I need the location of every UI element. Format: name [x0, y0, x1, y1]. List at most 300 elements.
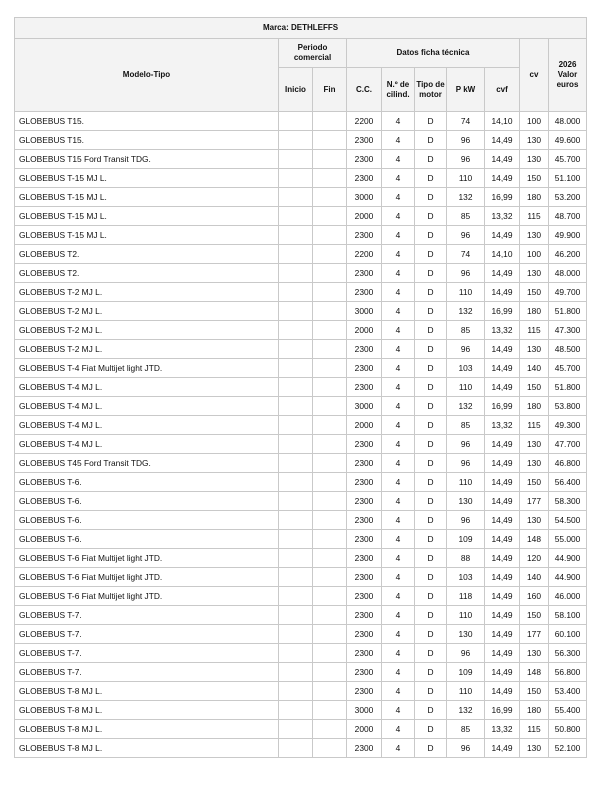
cell-model: GLOBEBUS T-7. [15, 644, 279, 663]
cell-cc: 3000 [347, 701, 382, 720]
cell-pkw: 85 [447, 416, 485, 435]
cell-end [313, 302, 347, 321]
cell-end [313, 416, 347, 435]
cell-value: 47.700 [549, 435, 587, 454]
cell-cc: 2300 [347, 511, 382, 530]
col-value: 2026 Valor euros [549, 39, 587, 112]
cell-pkw: 85 [447, 720, 485, 739]
table-row [15, 492, 587, 511]
cell-start [279, 207, 313, 226]
cell-model: GLOBEBUS T-4 Fiat Multijet light JTD. [15, 359, 279, 378]
cell-cc: 2000 [347, 416, 382, 435]
cell-engine-type: D [415, 264, 447, 283]
cell-cv: 115 [520, 416, 549, 435]
cell-cvf: 14,49 [485, 568, 520, 587]
table-row [15, 473, 587, 492]
cell-start [279, 245, 313, 264]
cell-cc: 2300 [347, 226, 382, 245]
cell-cvf: 14,49 [485, 264, 520, 283]
table-row [15, 511, 587, 530]
cell-cv: 130 [520, 739, 549, 758]
cell-end [313, 701, 347, 720]
cell-value: 55.400 [549, 701, 587, 720]
cell-value: 45.700 [549, 359, 587, 378]
cell-model: GLOBEBUS T-4 MJ L. [15, 397, 279, 416]
cell-cc: 2300 [347, 606, 382, 625]
cell-cv: 148 [520, 530, 549, 549]
table-row [15, 530, 587, 549]
cell-cylinders: 4 [382, 682, 415, 701]
cell-start [279, 283, 313, 302]
cell-value: 53.800 [549, 397, 587, 416]
cell-cylinders: 4 [382, 321, 415, 340]
cell-pkw: 74 [447, 245, 485, 264]
cell-cylinders: 4 [382, 416, 415, 435]
cell-start [279, 378, 313, 397]
cell-cylinders: 4 [382, 511, 415, 530]
cell-pkw: 132 [447, 188, 485, 207]
cell-start [279, 131, 313, 150]
cell-model: GLOBEBUS T-4 MJ L. [15, 435, 279, 454]
cell-value: 51.100 [549, 169, 587, 188]
cell-value: 58.300 [549, 492, 587, 511]
col-cylinders: N.º de cilind. [382, 68, 415, 112]
cell-start [279, 720, 313, 739]
cell-cvf: 14,10 [485, 112, 520, 131]
cell-engine-type: D [415, 606, 447, 625]
cell-value: 48.000 [549, 264, 587, 283]
cell-engine-type: D [415, 150, 447, 169]
cell-cvf: 16,99 [485, 397, 520, 416]
cell-engine-type: D [415, 435, 447, 454]
cell-cvf: 14,49 [485, 644, 520, 663]
cell-cc: 2300 [347, 473, 382, 492]
cell-pkw: 110 [447, 169, 485, 188]
cell-engine-type: D [415, 226, 447, 245]
cell-cylinders: 4 [382, 568, 415, 587]
cell-cc: 2300 [347, 568, 382, 587]
cell-cvf: 14,49 [485, 169, 520, 188]
cell-value: 53.400 [549, 682, 587, 701]
cell-pkw: 109 [447, 663, 485, 682]
cell-cc: 2300 [347, 549, 382, 568]
cell-cvf: 14,49 [485, 359, 520, 378]
cell-cc: 2300 [347, 340, 382, 359]
cell-cvf: 14,49 [485, 283, 520, 302]
cell-cc: 2000 [347, 321, 382, 340]
cell-cylinders: 4 [382, 492, 415, 511]
cell-pkw: 118 [447, 587, 485, 606]
col-period: Periodo comercial [279, 39, 347, 68]
cell-cc: 2300 [347, 454, 382, 473]
cell-pkw: 132 [447, 701, 485, 720]
table-row [15, 112, 587, 131]
cell-start [279, 169, 313, 188]
cell-end [313, 226, 347, 245]
table-row [15, 454, 587, 473]
cell-cv: 150 [520, 682, 549, 701]
cell-cylinders: 4 [382, 720, 415, 739]
cell-cc: 2000 [347, 207, 382, 226]
cell-model: GLOBEBUS T-15 MJ L. [15, 188, 279, 207]
cell-cc: 3000 [347, 188, 382, 207]
cell-cv: 150 [520, 378, 549, 397]
cell-value: 52.100 [549, 739, 587, 758]
cell-value: 47.300 [549, 321, 587, 340]
cell-engine-type: D [415, 112, 447, 131]
cell-engine-type: D [415, 511, 447, 530]
cell-cc: 2300 [347, 739, 382, 758]
cell-start [279, 264, 313, 283]
cell-cc: 2300 [347, 492, 382, 511]
table-row [15, 606, 587, 625]
cell-cvf: 14,49 [485, 131, 520, 150]
cell-start [279, 454, 313, 473]
col-engine-type: Tipo de motor [415, 68, 447, 112]
cell-pkw: 85 [447, 207, 485, 226]
table-row [15, 188, 587, 207]
cell-start [279, 739, 313, 758]
cell-cylinders: 4 [382, 340, 415, 359]
cell-cv: 177 [520, 492, 549, 511]
cell-engine-type: D [415, 454, 447, 473]
table-row [15, 207, 587, 226]
cell-model: GLOBEBUS T-4 MJ L. [15, 378, 279, 397]
cell-engine-type: D [415, 587, 447, 606]
table-row [15, 397, 587, 416]
cell-engine-type: D [415, 625, 447, 644]
cell-pkw: 103 [447, 359, 485, 378]
cell-model: GLOBEBUS T-6. [15, 492, 279, 511]
cell-model: GLOBEBUS T-15 MJ L. [15, 169, 279, 188]
cell-engine-type: D [415, 720, 447, 739]
cell-pkw: 96 [447, 226, 485, 245]
cell-cylinders: 4 [382, 245, 415, 264]
cell-pkw: 110 [447, 473, 485, 492]
cell-value: 49.700 [549, 283, 587, 302]
cell-cc: 2300 [347, 663, 382, 682]
cell-engine-type: D [415, 283, 447, 302]
cell-cvf: 14,49 [485, 739, 520, 758]
table-row [15, 682, 587, 701]
cell-end [313, 739, 347, 758]
cell-pkw: 96 [447, 150, 485, 169]
cell-end [313, 492, 347, 511]
cell-cvf: 13,32 [485, 416, 520, 435]
cell-cylinders: 4 [382, 188, 415, 207]
cell-cv: 100 [520, 245, 549, 264]
cell-start [279, 492, 313, 511]
cell-cvf: 14,49 [485, 435, 520, 454]
cell-cvf: 14,49 [485, 682, 520, 701]
cell-cc: 2300 [347, 150, 382, 169]
cell-engine-type: D [415, 568, 447, 587]
col-cc: C.C. [347, 68, 382, 112]
cell-engine-type: D [415, 473, 447, 492]
cell-cvf: 14,49 [485, 625, 520, 644]
cell-cc: 2300 [347, 530, 382, 549]
cell-cv: 148 [520, 663, 549, 682]
cell-engine-type: D [415, 245, 447, 264]
table-row [15, 264, 587, 283]
cell-cvf: 16,99 [485, 302, 520, 321]
table-row [15, 549, 587, 568]
cell-cvf: 14,49 [485, 473, 520, 492]
cell-engine-type: D [415, 340, 447, 359]
cell-cvf: 14,49 [485, 340, 520, 359]
cell-engine-type: D [415, 188, 447, 207]
cell-engine-type: D [415, 549, 447, 568]
cell-pkw: 130 [447, 492, 485, 511]
cell-model: GLOBEBUS T-6. [15, 530, 279, 549]
cell-value: 48.000 [549, 112, 587, 131]
cell-cv: 150 [520, 473, 549, 492]
cell-cv: 100 [520, 112, 549, 131]
cell-cc: 2300 [347, 131, 382, 150]
cell-cv: 130 [520, 150, 549, 169]
cell-value: 56.400 [549, 473, 587, 492]
cell-cvf: 14,49 [485, 378, 520, 397]
cell-end [313, 587, 347, 606]
cell-start [279, 663, 313, 682]
cell-cvf: 13,32 [485, 321, 520, 340]
cell-engine-type: D [415, 378, 447, 397]
cell-end [313, 112, 347, 131]
cell-cylinders: 4 [382, 397, 415, 416]
cell-end [313, 549, 347, 568]
cell-cylinders: 4 [382, 606, 415, 625]
cell-cc: 2300 [347, 378, 382, 397]
cell-engine-type: D [415, 302, 447, 321]
cell-value: 56.800 [549, 663, 587, 682]
cell-cv: 130 [520, 454, 549, 473]
cell-value: 50.800 [549, 720, 587, 739]
cell-model: GLOBEBUS T15. [15, 112, 279, 131]
cell-start [279, 416, 313, 435]
cell-cc: 2300 [347, 682, 382, 701]
col-end: Fin [313, 68, 347, 112]
cell-model: GLOBEBUS T-4 MJ L. [15, 416, 279, 435]
table-row [15, 644, 587, 663]
cell-model: GLOBEBUS T-2 MJ L. [15, 321, 279, 340]
cell-start [279, 112, 313, 131]
cell-cv: 180 [520, 302, 549, 321]
cell-end [313, 397, 347, 416]
cell-start [279, 606, 313, 625]
cell-cylinders: 4 [382, 435, 415, 454]
cell-cv: 140 [520, 359, 549, 378]
cell-pkw: 85 [447, 321, 485, 340]
valuation-table [14, 17, 587, 758]
cell-cylinders: 4 [382, 739, 415, 758]
cell-model: GLOBEBUS T-6. [15, 473, 279, 492]
cell-start [279, 587, 313, 606]
cell-cvf: 14,49 [485, 454, 520, 473]
cell-start [279, 302, 313, 321]
cell-value: 54.500 [549, 511, 587, 530]
cell-end [313, 511, 347, 530]
cell-end [313, 283, 347, 302]
cell-model: GLOBEBUS T-8 MJ L. [15, 682, 279, 701]
cell-pkw: 96 [447, 454, 485, 473]
cell-cvf: 16,99 [485, 188, 520, 207]
cell-engine-type: D [415, 663, 447, 682]
cell-cvf: 14,49 [485, 511, 520, 530]
cell-cv: 130 [520, 644, 549, 663]
cell-cylinders: 4 [382, 264, 415, 283]
cell-start [279, 226, 313, 245]
cell-cv: 130 [520, 435, 549, 454]
cell-start [279, 682, 313, 701]
cell-cylinders: 4 [382, 587, 415, 606]
cell-model: GLOBEBUS T-6. [15, 511, 279, 530]
table-row [15, 169, 587, 188]
cell-model: GLOBEBUS T-2 MJ L. [15, 302, 279, 321]
table-row [15, 720, 587, 739]
table-row [15, 245, 587, 264]
cell-cylinders: 4 [382, 169, 415, 188]
cell-cc: 2300 [347, 169, 382, 188]
col-cv: cv [520, 39, 549, 112]
table-row [15, 568, 587, 587]
cell-value: 46.000 [549, 587, 587, 606]
cell-model: GLOBEBUS T-15 MJ L. [15, 207, 279, 226]
cell-pkw: 96 [447, 264, 485, 283]
cell-pkw: 96 [447, 511, 485, 530]
cell-cylinders: 4 [382, 150, 415, 169]
col-tech-data: Datos ficha técnica [347, 39, 520, 68]
cell-end [313, 720, 347, 739]
cell-model: GLOBEBUS T-7. [15, 606, 279, 625]
cell-cc: 2300 [347, 625, 382, 644]
table-row [15, 435, 587, 454]
table-row [15, 739, 587, 758]
cell-value: 48.500 [549, 340, 587, 359]
cell-end [313, 169, 347, 188]
cell-value: 46.200 [549, 245, 587, 264]
table-row [15, 283, 587, 302]
cell-cylinders: 4 [382, 530, 415, 549]
cell-cylinders: 4 [382, 283, 415, 302]
cell-pkw: 74 [447, 112, 485, 131]
cell-cv: 130 [520, 264, 549, 283]
cell-pkw: 109 [447, 530, 485, 549]
cell-cc: 2300 [347, 283, 382, 302]
cell-end [313, 321, 347, 340]
cell-start [279, 568, 313, 587]
cell-cylinders: 4 [382, 549, 415, 568]
cell-cvf: 14,49 [485, 587, 520, 606]
cell-cvf: 16,99 [485, 701, 520, 720]
cell-engine-type: D [415, 416, 447, 435]
cell-end [313, 473, 347, 492]
cell-end [313, 264, 347, 283]
cell-engine-type: D [415, 359, 447, 378]
cell-pkw: 96 [447, 340, 485, 359]
cell-start [279, 530, 313, 549]
brand-title: Marca: DETHLEFFS [15, 18, 587, 39]
cell-end [313, 435, 347, 454]
cell-start [279, 549, 313, 568]
cell-end [313, 340, 347, 359]
cell-cv: 180 [520, 397, 549, 416]
cell-pkw: 103 [447, 568, 485, 587]
cell-cylinders: 4 [382, 625, 415, 644]
cell-cv: 120 [520, 549, 549, 568]
table-row [15, 701, 587, 720]
cell-model: GLOBEBUS T-8 MJ L. [15, 739, 279, 758]
cell-start [279, 435, 313, 454]
cell-cv: 160 [520, 587, 549, 606]
cell-start [279, 511, 313, 530]
cell-start [279, 644, 313, 663]
cell-cv: 150 [520, 169, 549, 188]
cell-cvf: 14,49 [485, 549, 520, 568]
cell-cvf: 14,10 [485, 245, 520, 264]
cell-end [313, 682, 347, 701]
cell-cc: 3000 [347, 302, 382, 321]
cell-engine-type: D [415, 682, 447, 701]
cell-cvf: 14,49 [485, 606, 520, 625]
table-row [15, 150, 587, 169]
cell-model: GLOBEBUS T45 Ford Transit TDG. [15, 454, 279, 473]
cell-model: GLOBEBUS T-6 Fiat Multijet light JTD. [15, 549, 279, 568]
cell-cv: 150 [520, 606, 549, 625]
col-pkw: P kW [447, 68, 485, 112]
cell-end [313, 188, 347, 207]
cell-cc: 2300 [347, 587, 382, 606]
cell-end [313, 568, 347, 587]
cell-end [313, 131, 347, 150]
cell-model: GLOBEBUS T-8 MJ L. [15, 720, 279, 739]
cell-cc: 2300 [347, 359, 382, 378]
cell-pkw: 110 [447, 682, 485, 701]
cell-cylinders: 4 [382, 473, 415, 492]
cell-cylinders: 4 [382, 226, 415, 245]
cell-cv: 115 [520, 720, 549, 739]
cell-model: GLOBEBUS T2. [15, 245, 279, 264]
cell-value: 49.900 [549, 226, 587, 245]
cell-start [279, 397, 313, 416]
cell-start [279, 473, 313, 492]
cell-cvf: 14,49 [485, 226, 520, 245]
cell-end [313, 245, 347, 264]
cell-cvf: 14,49 [485, 663, 520, 682]
cell-model: GLOBEBUS T-8 MJ L. [15, 701, 279, 720]
cell-pkw: 96 [447, 739, 485, 758]
cell-pkw: 88 [447, 549, 485, 568]
table-row [15, 131, 587, 150]
cell-start [279, 701, 313, 720]
cell-cv: 130 [520, 131, 549, 150]
cell-value: 51.800 [549, 378, 587, 397]
cell-model: GLOBEBUS T15 Ford Transit TDG. [15, 150, 279, 169]
table-row [15, 359, 587, 378]
cell-cvf: 14,49 [485, 492, 520, 511]
cell-value: 53.200 [549, 188, 587, 207]
cell-start [279, 321, 313, 340]
cell-pkw: 132 [447, 302, 485, 321]
table-row [15, 378, 587, 397]
cell-cylinders: 4 [382, 701, 415, 720]
table-row [15, 302, 587, 321]
cell-end [313, 606, 347, 625]
cell-cylinders: 4 [382, 112, 415, 131]
cell-pkw: 110 [447, 283, 485, 302]
col-start: Inicio [279, 68, 313, 112]
cell-end [313, 359, 347, 378]
cell-model: GLOBEBUS T15. [15, 131, 279, 150]
